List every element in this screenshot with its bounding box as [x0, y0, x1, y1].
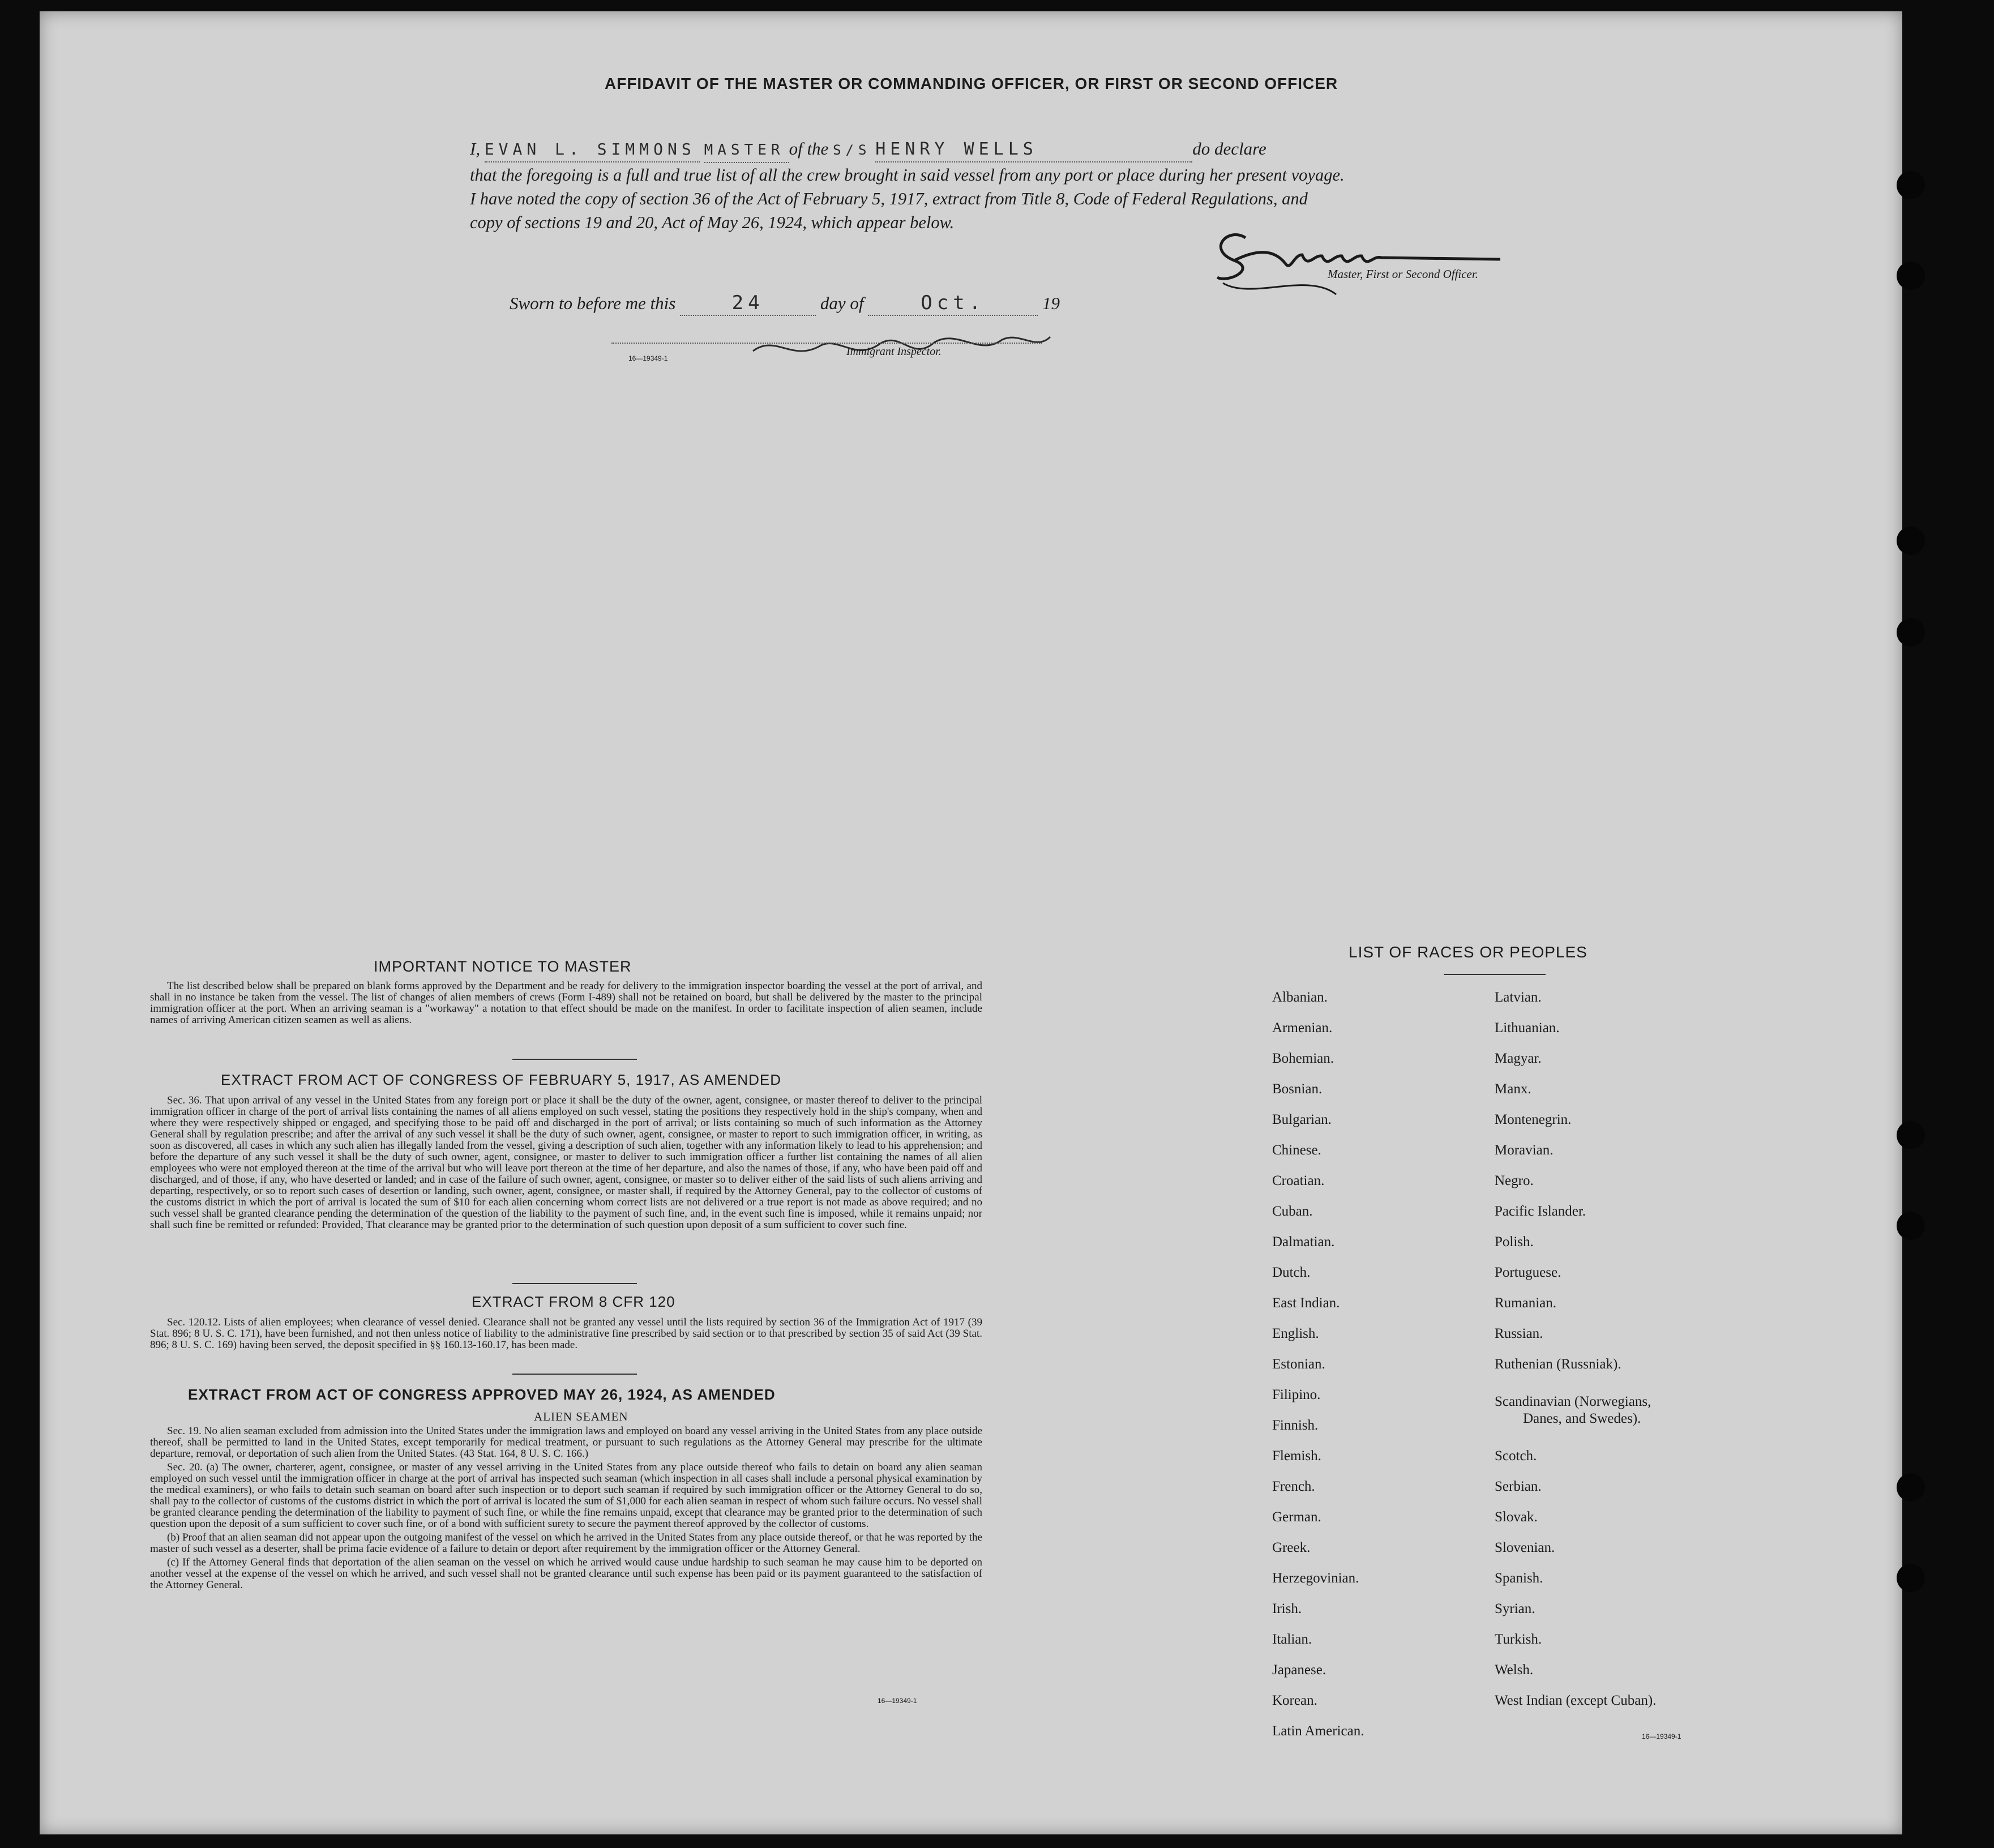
- race-item: Slovenian.: [1495, 1540, 1555, 1555]
- race-item: Albanian.: [1272, 990, 1328, 1005]
- extract-1924-subtitle: ALIEN SEAMEN: [534, 1410, 628, 1423]
- extract-cfr-title: EXTRACT FROM 8 CFR 120: [472, 1293, 675, 1310]
- race-item: Estonian.: [1272, 1357, 1325, 1372]
- race-item: Scandinavian (Norwegians,: [1495, 1394, 1651, 1409]
- races-title: LIST OF RACES OR PEOPLES: [1349, 943, 1588, 961]
- extract-1924-body: [150, 1426, 982, 1593]
- notice-title: IMPORTANT NOTICE TO MASTER: [374, 958, 632, 975]
- race-item: Negro.: [1495, 1173, 1534, 1188]
- sworn-prefix: Sworn to before me this: [510, 293, 676, 313]
- extract-1924-title: EXTRACT FROM ACT OF CONGRESS APPROVED MAY 26, 1924, AS AMENDED: [188, 1386, 776, 1403]
- race-item: Turkish.: [1495, 1632, 1542, 1647]
- section-19: Sec. 19. No alien seaman excluded from admission into the United States under the immigration laws and employed on board any vessel arriving in the United States from any place outside thereof, shall be permitted to land in the United States, except temporarily for medical treatment, or pursuant to such regulations as the Attorney General may prescribe for the ultimate departure, removal, or deportation of such alien from the United States. (43 Stat. 164, 8 U. S. C. 166.): [150, 1425, 982, 1460]
- affidavit-title: AFFIDAVIT OF THE MASTER OR COMMANDING OFFICER, OR FIRST OR SECOND OFFICER: [605, 75, 1338, 92]
- declaration-line-3: I have noted the copy of section 36 of the Act of February 5, 1917, extract from Title 8, Code of Federal Regulations, and: [470, 189, 1308, 208]
- race-item-continued: Danes, and Swedes).: [1523, 1411, 1641, 1426]
- sworn-day: 24: [680, 291, 816, 316]
- section-20b: (b) Proof that an alien seaman did not appear upon the outgoing manifest of the vessel on which he arrived in the United States from any place outside thereof, or that he was reported by the master of such vessel as a deserter, shall be prima facie evidence of a failure to detain or deport after requirement by the immigration officer or the Attorney General.: [150, 1532, 982, 1555]
- race-item: Irish.: [1272, 1601, 1302, 1616]
- race-item: German.: [1272, 1509, 1321, 1525]
- race-item: Finnish.: [1272, 1418, 1319, 1433]
- vessel-name: HENRY WELLS: [875, 138, 1192, 162]
- race-item: Dalmatian.: [1272, 1234, 1335, 1250]
- race-item: Bosnian.: [1272, 1081, 1323, 1097]
- race-item: East Indian.: [1272, 1295, 1340, 1311]
- race-item: Bohemian.: [1272, 1051, 1334, 1066]
- race-item: Spanish.: [1495, 1571, 1543, 1586]
- punch-hole: [1897, 1564, 1925, 1592]
- race-item: Croatian.: [1272, 1173, 1325, 1188]
- vessel-prefix: S/S: [833, 142, 871, 158]
- inspector-caption: Immigrant Inspector.: [846, 345, 942, 358]
- inspector-signature-line: [611, 343, 1042, 344]
- declaration-i: I,: [470, 139, 481, 159]
- race-item: Italian.: [1272, 1632, 1312, 1647]
- extract-form-number: 16—19349-1: [878, 1697, 917, 1705]
- race-item: Flemish.: [1272, 1448, 1321, 1464]
- race-item: Montenegrin.: [1495, 1112, 1572, 1127]
- punch-hole: [1897, 527, 1925, 555]
- race-item: Armenian.: [1272, 1020, 1333, 1036]
- race-item: Rumanian.: [1495, 1295, 1557, 1311]
- extract-1917-title: EXTRACT FROM ACT OF CONGRESS OF FEBRUARY 5, 1917, AS AMENDED: [221, 1071, 781, 1088]
- race-item: Greek.: [1272, 1540, 1311, 1555]
- race-item: Magyar.: [1495, 1051, 1542, 1066]
- punch-hole: [1897, 1473, 1925, 1502]
- races-divider: [1444, 974, 1546, 975]
- divider-3: [512, 1374, 637, 1375]
- race-item: Filipino.: [1272, 1387, 1321, 1402]
- master-signature: [1195, 215, 1546, 300]
- race-item: Slovak.: [1495, 1509, 1538, 1525]
- race-item: Latvian.: [1495, 990, 1542, 1005]
- sworn-month: Oct.: [868, 291, 1038, 316]
- sworn-line: [510, 291, 1060, 316]
- sworn-day-of: day of: [820, 293, 864, 313]
- extract-cfr-text: Sec. 120.12. Lists of alien employees; when clearance of vessel denied. Clearance shall not be granted any vessel until the lists required by section 36 of the Immigration Act of 1917 (39 Stat. 896; 8 U. S. C. 171), have been furnished, and not then unless notice of liability to the administrative fine prescribed by said section or to that prescribed by section 35 of said Act (39 Stat. 896; 8 U. S. C. 169) having been served, the deposit specified in §§ 160.13-160.17, has been made.: [150, 1316, 982, 1351]
- race-item: French.: [1272, 1479, 1315, 1494]
- punch-hole: [1897, 618, 1925, 647]
- declaration-of-the: of the: [789, 139, 829, 159]
- race-item: Chinese.: [1272, 1143, 1321, 1158]
- race-item: Lithuanian.: [1495, 1020, 1560, 1036]
- race-item: English.: [1272, 1326, 1319, 1341]
- master-name: EVAN L. SIMMONS: [485, 138, 700, 162]
- section-20a: Sec. 20. (a) The owner, charterer, agent, consignee, or master of any vessel arriving in the United States from any place outside thereof who fails to detain on board any alien seaman employed on such vessel until the immigration officer in charge at the port of arrival has inspected such seaman (which inspection in all cases shall include a personal physical examination by the medical examiners), or who fails to detain such seaman on board after such inspection or to deport such seaman if required by such immigration officer or the Attorney General to do so, shall pay to the collector of customs of the customs district in which the port of arrival is located the sum of $1,000 for each alien seaman in respect of whom such failure occurs. No vessel shall be granted clearance pending the determination of the liability to payment of such fine, or while the fine remains unpaid, except that clearance may be granted prior to the determination of such question upon the deposit of a sum sufficient to cover such fine, or of a bond with sufficient surety to secure the payment thereof approved by the collector of customs.: [150, 1461, 982, 1530]
- signature-caption: Master, First or Second Officer.: [1328, 267, 1478, 281]
- form-page: [40, 11, 1902, 1834]
- divider-2: [512, 1283, 637, 1284]
- declaration-line-1: [470, 137, 1266, 163]
- race-item: Latin American.: [1272, 1723, 1364, 1739]
- race-item: Bulgarian.: [1272, 1112, 1332, 1127]
- punch-hole: [1897, 1212, 1925, 1240]
- race-item: Ruthenian (Russniak).: [1495, 1357, 1621, 1372]
- race-item: Korean.: [1272, 1693, 1317, 1708]
- race-item: West Indian (except Cuban).: [1495, 1693, 1657, 1708]
- race-item: Cuban.: [1272, 1204, 1313, 1219]
- declaration-line-4: copy of sections 19 and 20, Act of May 26, 1924, which appear below.: [470, 213, 955, 232]
- race-item: Pacific Islander.: [1495, 1204, 1586, 1219]
- punch-hole: [1897, 1121, 1925, 1149]
- race-item: Scotch.: [1495, 1448, 1537, 1464]
- race-item: Polish.: [1495, 1234, 1534, 1250]
- affidavit-form-number: 16—19349-1: [628, 354, 668, 362]
- notice-text: The list described below shall be prepared on blank forms approved by the Department and be ready for delivery to the immigration inspector boarding the vessel at the port of arrival, and shall in no instance be taken from the vessel. The list of changes of alien members of crews (Form I-489) shall not be retained on board, but shall be delivered by the master to the principal immigration officer at the port. When an arriving seaman is a "workaway" a notation to that effect should be made on the manifest. In order to facilitate inspection of alien seamen, include names of arriving American citizen seamen as well as aliens.: [150, 980, 982, 1026]
- race-item: Welsh.: [1495, 1662, 1534, 1678]
- race-item: Syrian.: [1495, 1601, 1535, 1616]
- races-form-number: 16—19349-1: [1642, 1732, 1681, 1740]
- race-item: Portuguese.: [1495, 1265, 1561, 1280]
- race-item: Japanese.: [1272, 1662, 1327, 1678]
- section-20c: (c) If the Attorney General finds that deportation of the alien seaman on the vessel on which he arrived would cause undue hardship to such seaman he may cause him to be deported on another vessel at the expense of the vessel on which he arrived, and such vessel shall not be granted clearance until such expense has been paid or its payment guaranteed to the satisfaction of the Attorney General.: [150, 1556, 982, 1591]
- race-item: Manx.: [1495, 1081, 1531, 1097]
- punch-hole: [1897, 262, 1925, 290]
- master-rank: MASTER: [704, 138, 789, 163]
- punch-hole: [1897, 171, 1925, 199]
- sworn-year: 19: [1042, 293, 1060, 313]
- declaration-do-declare: do declare: [1192, 139, 1266, 159]
- declaration-line-2: that the foregoing is a full and true list of all the crew brought in said vessel from any port or place during her present voyage.: [470, 165, 1345, 185]
- race-item: Herzegovinian.: [1272, 1571, 1359, 1586]
- divider-1: [512, 1059, 637, 1060]
- race-item: Dutch.: [1272, 1265, 1311, 1280]
- race-item: Serbian.: [1495, 1479, 1542, 1494]
- race-item: Russian.: [1495, 1326, 1543, 1341]
- extract-1917-text: Sec. 36. That upon arrival of any vessel in the United States from any foreign port or place it shall be the duty of the owner, agent, consignee, or master thereof to deliver to the principal immigration officer in charge of the port of arrival lists containing the names of all aliens employed on such vessel, stating the positions they respectively hold in the ship's company, when and where they were respectively shipped or engaged, and specifying those to be paid off and discharged in the port of arrival; or lists containing so much of such information as the Attorney General shall by regulation prescribe; and after the arrival of any such vessel it shall be the duty of such owner, agent, consignee, or master to report to such immigration officer, in writing, as soon as discovered, all cases in which any such alien has illegally landed from the vessel, giving a description of such alien, together with any information likely to lead to his apprehension; and before the departure of any such vessel it shall be the duty of such owner, agent, consignee, or master to deliver to such immigration officer a further list containing the names of all alien employees who were not employed thereon at the time of the arrival but who will leave port thereon at the time of her departure, and also the names of those, if any, who have been paid off and discharged, and of those, if any, who have deserted or landed; and in case of the failure of such owner, agent, consignee, or master so to deliver either of the said lists of such aliens arriving and departing, respectively, or so to report such cases of desertion or landing, such owner, agent, consignee, or master shall, if required by the Attorney General, pay to the collector of customs of the customs district in which the port of arrival is located the sum of $10 for each alien concerning whom correct lists are not delivered or a true report is not made as above required; and no such vessel shall be granted clearance pending the determination of the question of the liability to the payment of such fine, and, in the event such fine is imposed, while it remains unpaid; nor shall such fine be remitted or refunded: Provided, That clearance may be granted prior to the determination of such question upon deposit of a sum sufficient to cover such fine.: [150, 1094, 982, 1231]
- race-item: Moravian.: [1495, 1143, 1554, 1158]
